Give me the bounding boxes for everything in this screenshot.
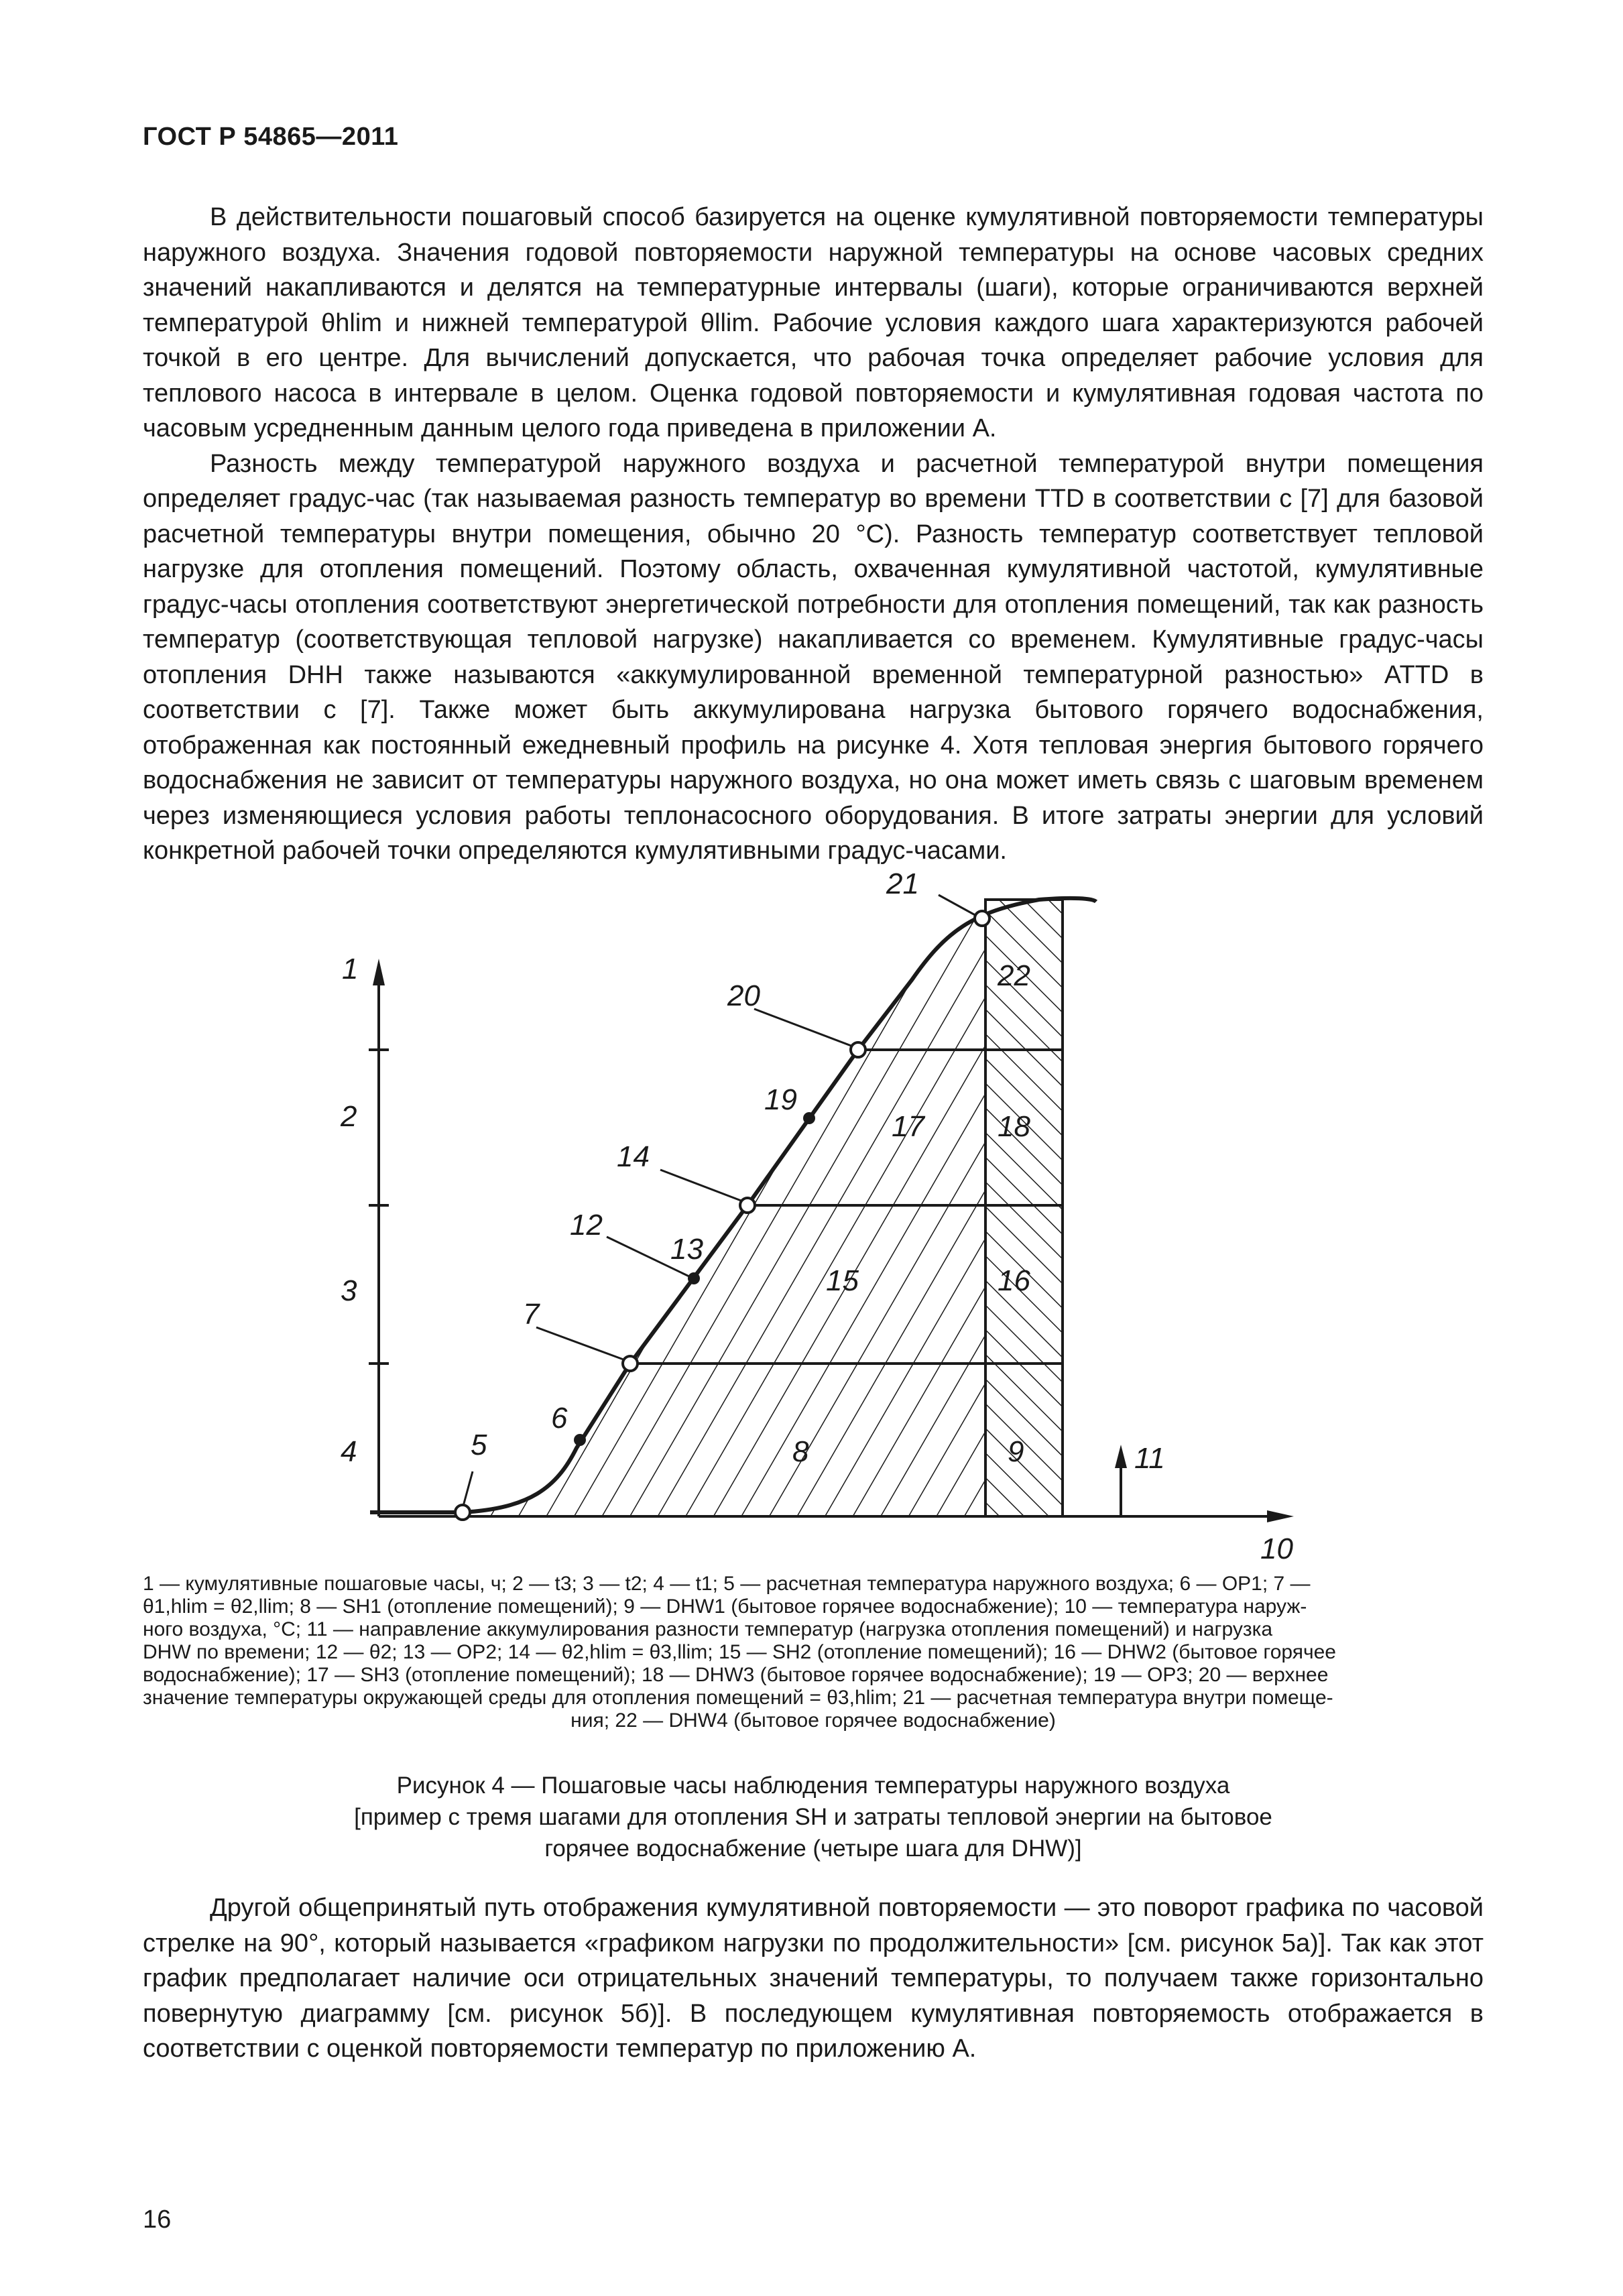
caption-subtitle: [пример с тремя шагами для отопления SH и затраты тепловой энергии на бытовое: [354, 1804, 1272, 1830]
label-21: 21: [886, 867, 919, 900]
label-2: 2: [341, 1100, 357, 1133]
leader-20: [754, 1009, 855, 1047]
leader-5: [463, 1471, 473, 1508]
step-boundary-marker: [740, 1198, 755, 1213]
op3-point: [803, 1112, 815, 1124]
figure-caption: [143, 1770, 1484, 1864]
legend-line: θ1,hlim = θ2,llim; 8 — SH1 (отопление помещений); 9 — DHW1 (бытовое горячее водоснабжение); 10 — температура наруж-: [143, 1595, 1307, 1618]
leader-7: [536, 1327, 623, 1360]
x-axis-arrow: [1267, 1510, 1294, 1522]
caption-subtitle-cont: горячее водоснабжение (четыре шага для DHW)]: [544, 1835, 1082, 1862]
label-15: 15: [826, 1264, 859, 1297]
label-20: 20: [727, 979, 760, 1012]
page-number: 16: [143, 2206, 172, 2234]
document-header: ГОСТ Р 54865—2011: [143, 123, 399, 151]
caption-title: Рисунок 4 — Пошаговые часы наблюдения температуры наружного воздуха: [396, 1772, 1230, 1799]
label-11: 11: [1134, 1442, 1165, 1475]
body-text-bottom: [143, 1890, 1484, 2067]
legend-line: ного воздуха, °C; 11 — направление аккумулирования разности температур (нагрузка отопления помещений) и нагрузка: [143, 1618, 1273, 1640]
label-18: 18: [998, 1110, 1030, 1143]
label-16: 16: [998, 1264, 1030, 1297]
label-13: 13: [670, 1233, 703, 1266]
label-14: 14: [617, 1140, 650, 1173]
paragraph-degree-hours: Разность между температурой наружного воздуха и расчетной температурой внутри помещения определяет градус-час (так называемая разность температур во времени TTD в соответствии с [7] для базовой расчетной температуры внутри помещения, обычно 20 °C). Разность температур соответствует тепловой нагрузке для отопления помещений. Поэтому область, охваченная кумулятивной частотой, кумулятивные градус-часы отопления соответствуют энергетической потребности для отопления помещений, так как разность температур (соответствующая тепловой нагрузке) накапливается со временем. Кумулятивные градус-часы отопления DHH также называются «аккумулированной временной температурной разностью» ATTD в соответствии с [7]. Также может быть аккумулирована нагрузка бытового горячего водоснабжения, отображенная как постоянный ежедневный профиль на рисунке 4. Хотя тепловая энергия бытового горячего водоснабжения не зависит от температуры наружного воздуха, но она может иметь связь с шаговым временем через изменяющиеся условия работы теплонасосного оборудования. В итоге затраты энергии для условий конкретной рабочей точки определяются кумулятивными градус-часами.: [143, 449, 1484, 865]
direction-arrow-head: [1115, 1445, 1127, 1468]
label-12: 12: [570, 1209, 603, 1242]
label-17: 17: [892, 1110, 924, 1143]
op2-point: [688, 1272, 700, 1284]
label-10: 10: [1260, 1532, 1293, 1565]
label-7: 7: [523, 1298, 540, 1331]
leader-14: [660, 1170, 743, 1201]
legend-line: ния; 22 — DHW4 (бытовое горячее водоснабжение): [570, 1709, 1056, 1732]
label-19: 19: [764, 1083, 797, 1116]
label-22: 22: [998, 959, 1030, 992]
upper-temp-marker: [851, 1042, 865, 1057]
heating-hatch-region: [463, 912, 985, 1516]
label-6: 6: [551, 1402, 568, 1435]
y-axis-arrow: [373, 959, 385, 985]
label-1: 1: [342, 953, 359, 985]
op1-point: [574, 1434, 586, 1446]
leader-21: [939, 895, 979, 917]
label-3: 3: [341, 1274, 357, 1307]
legend-line: водоснабжение); 17 — SH3 (отопление помещений); 18 — DHW3 (бытовое горячее водоснабжение); 19 — OP3; 20 — верхнее: [143, 1664, 1329, 1686]
label-9: 9: [1008, 1435, 1024, 1468]
legend-line: DHW по времени; 12 — θ2; 13 — OP2; 14 — θ2,hlim = θ3,llim; 15 — SH2 (отопление помещений); 16 — DHW2 (бытовое горячее: [143, 1641, 1336, 1663]
indoor-design-temp-marker: [975, 911, 989, 926]
paragraph-load-duration: Другой общепринятый путь отображения кумулятивной повторяемости — это поворот графика по часовой стрелке на 90°, который называется «графиком нагрузки по продолжительности» [см. рисунок 5а)]. Так как этот график предполагает наличие оси отрицательных значений температуры, то получаем также горизонтально повернутую диаграмму [см. рисунок 5б)]. В последующем кумулятивная повторяемость отображается в соответствии с оценкой повторяемости температур по приложению А.: [143, 1894, 1484, 2063]
dhw-column: [985, 900, 1063, 1516]
paragraph-stepwise-method: В действительности пошаговый способ базируется на оценке кумулятивной повторяемости температуры наружного воздуха. Значения годовой повторяемости наружной температуры на основе часовых средних значений накапливаются и делятся на температурные интервалы (шаги), которые ограничиваются верхней температурой θhlim и нижней температурой θllim. Рабочие условия каждого шага характеризуются рабочей точкой в его центре. Для вычислений допускается, что рабочая точка определяет рабочие условия для теплового насоса в интервале в целом. Оценка годовой повторяемости и кумулятивная годовая частота по часовым усредненным данным целого года приведена в приложении А.: [143, 203, 1484, 442]
label-4: 4: [341, 1435, 357, 1468]
step-boundary-marker: [623, 1356, 638, 1371]
label-5: 5: [471, 1429, 487, 1461]
legend-line: значение температуры окружающей среды для отопления помещений = θ3,hlim; 21 — расчетная температура внутри помеще-: [143, 1687, 1333, 1709]
figure-legend: [143, 1573, 1484, 1732]
label-8: 8: [792, 1435, 809, 1468]
design-outdoor-temp-marker: [455, 1505, 470, 1520]
legend-line: 1 — кумулятивные пошаговые часы, ч; 2 — t3; 3 — t2; 4 — t1; 5 — расчетная температура наружного воздуха; 6 — OP1; 7 —: [143, 1573, 1311, 1595]
